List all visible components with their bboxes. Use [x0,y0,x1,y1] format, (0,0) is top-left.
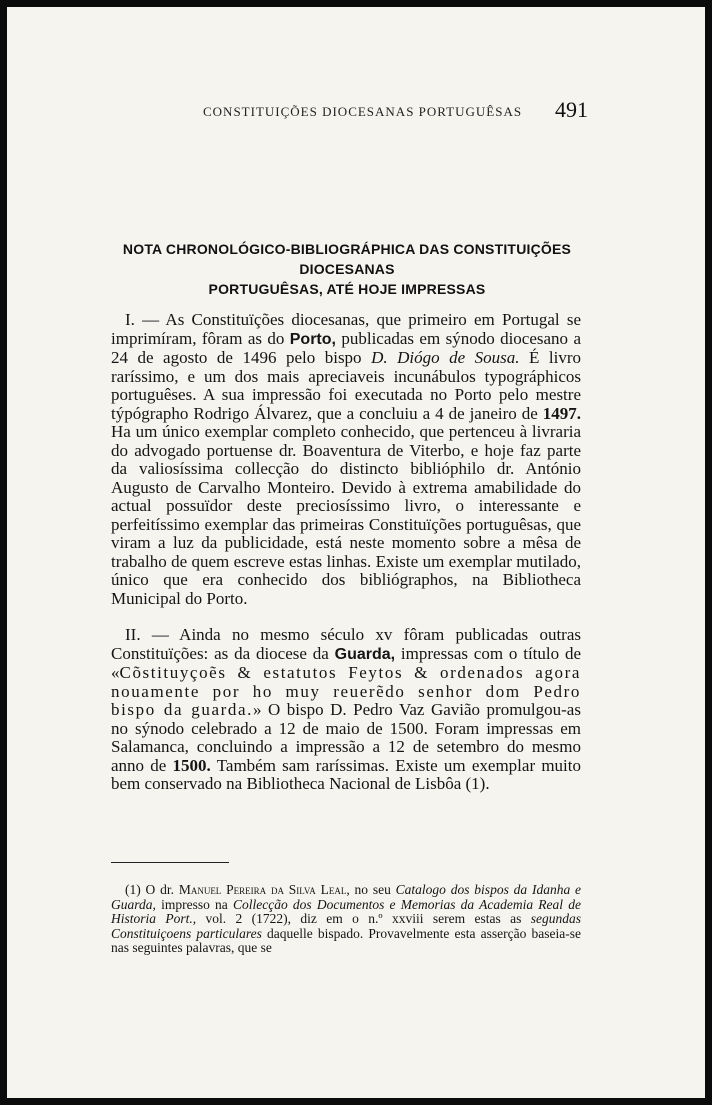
footnote-text: , no seu [346,882,396,897]
footnote-author: Manuel Pereira da Silva Leal [178,882,347,897]
footnote-text: vol. 2 (1722), diz em o n.º xxviii serem estas as [196,911,531,927]
paragraph-1-text: É livro raríssimo, e um dos mais apreciaveis incunábulos typográphicos portuguêses. A sua impressão foi executada no Porto pelo mestre týpógrapho Rodrigo Álvarez, que a concluiu a 4 de janeiro de [111,348,581,423]
bold-year-1497: 1497. [542,403,581,423]
footnote-text: daquelle bispado. Provavelmente esta asserção baseia-se nas seguintes palavras, que se [111,925,581,956]
section-title-line-1: NOTA CHRONOLÓGICO-BIBLIOGRÁPHICA DAS CONSTITUIÇÕES DIOCESANAS [122,241,572,277]
paragraph-1-text: Ha um único exemplar completo conhecido, que pertenceu à livraria do advogado portuense dr. Boaventura de Viterbo, e hoje faz parte da valiosíssima collecção do distincto biblióphilo dr. António Augusto de Carvalho Monteiro. Devido à extrema amabilidade do actual possuïdor deste preciosíssimo livro, o interessante e perfeitíssimo exemplar das primeiras Constituïções portuguêsas, que viram a luz da publicidade, está neste momento sobre a mêsa de trabalho de quem escreve estas linhas. Existe um exemplar mutilado, único que era conhecido dos bibliógraphos, na Bibliotheca Municipal do Porto. [111,422,581,608]
footnote-text: (1) O dr. [125,882,179,897]
page-number: 491 [555,97,588,122]
book-page [7,7,705,1098]
footnote [111,883,581,956]
italic-bishop-name: D. Diógo de Sousa. [371,348,520,367]
body-text [111,311,581,812]
paragraph-1-text: publicadas em sýnodo diocesano a 24 de agosto de 1496 pelo bispo [111,328,581,367]
footnote-rule [111,862,229,863]
paragraph-2-text: impressas com o título de « [111,643,581,682]
spaced-title-quote: Cõstituyçoẽs & estatutos Feytos & ordenados agora nouamente por ho muy reuerẽdo senhor dom Pedro bispo da guarda. [111,663,581,719]
bold-year-1500: 1500. [172,755,211,775]
bold-guarda: Guarda, [334,645,396,663]
section-title [107,239,587,299]
footnote-text: impresso na [155,896,233,912]
footnote-italic: Collecção dos Documentos e Memorias da Academia Real de Historia Port., [111,896,581,927]
footnote-italic: Catalogo dos bispos da Idanha e Guarda, [111,882,581,912]
running-head: CONSTITUIÇÕES DIOCESANAS PORTUGUÊSAS [203,104,523,119]
paragraph-2 [111,626,581,794]
paragraph-2-text: II. — Ainda no mesmo século xv fôram publicadas outras Constituïções: as da diocese da [111,625,581,663]
paragraph-1 [111,311,581,608]
footnote-italic: segundas Constituiçoens particulares [111,911,582,941]
paragraph-2-text: » O bispo D. Pedro Vaz Gavião promulgou-as no sýnodo celebrado a 12 de maio de 1500. Foram impressas em Salamanca, concluindo a impressão a 12 de setembro do mesmo anno de [111,700,581,775]
paragraph-2-text: Também sam raríssimas. Existe um exemplar muito bem conservado na Bibliotheca Nacional de Lisbôa (1). [111,755,581,793]
bold-porto: Porto, [289,330,336,348]
section-title-line-2: PORTUGUÊSAS, ATÉ HOJE IMPRESSAS [208,281,486,297]
paragraph-1-text: I. — As Constituïções diocesanas, que primeiro em Portugal se imprimíram, fôram as do [111,310,581,348]
